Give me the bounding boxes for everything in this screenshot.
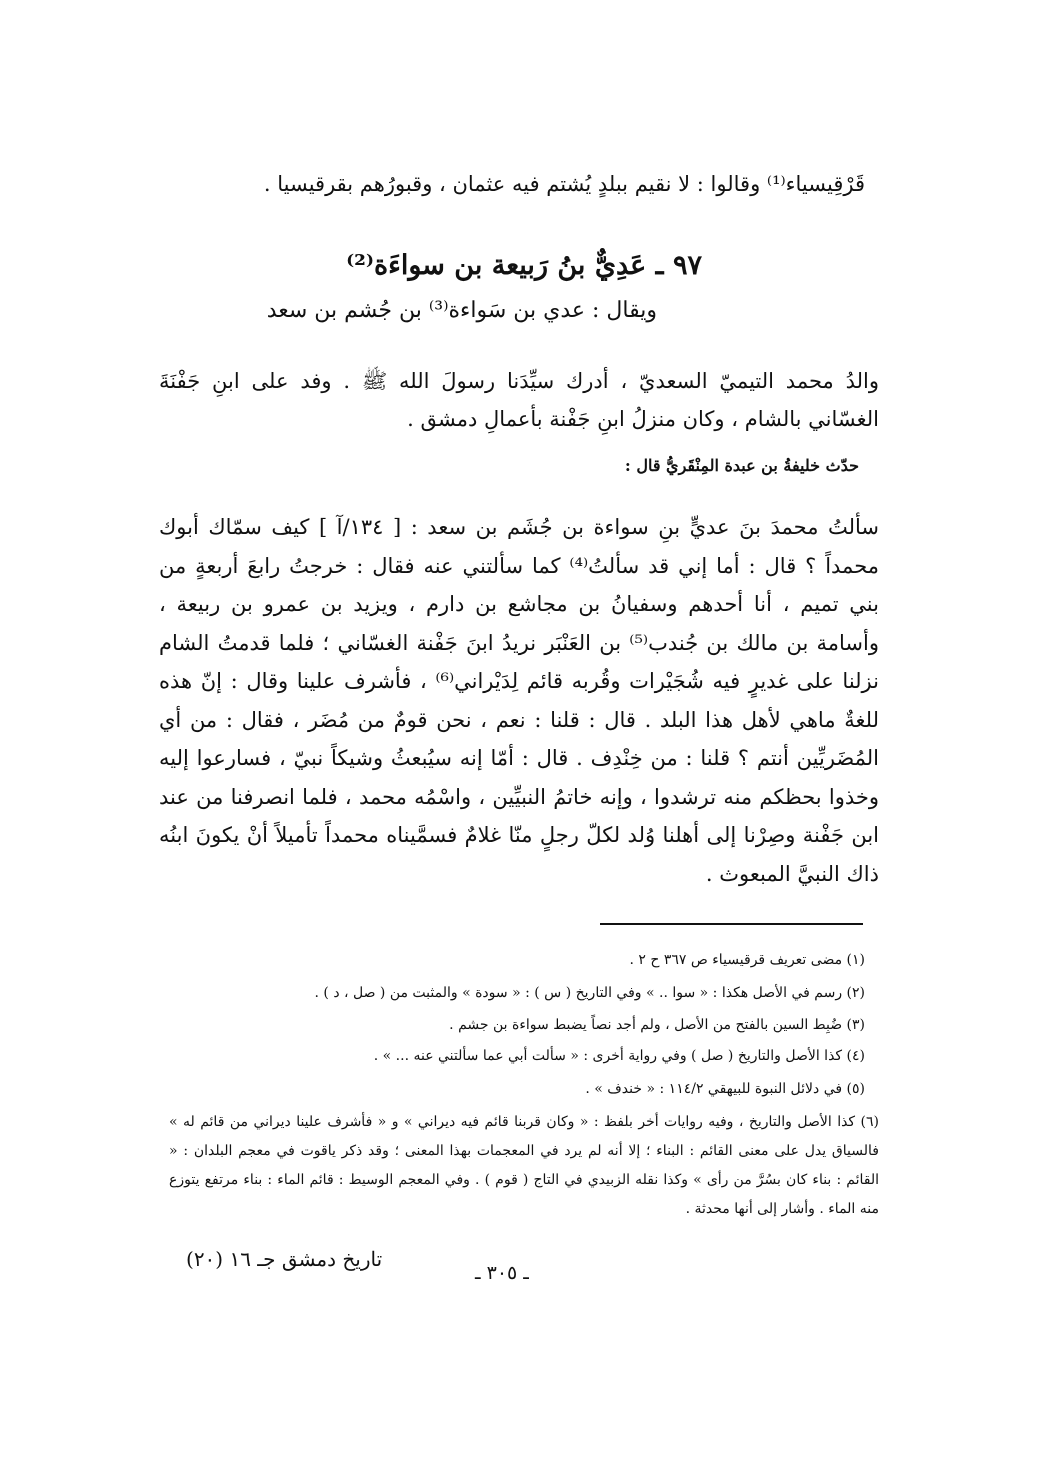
page-number: ـ ٣٠٥ ـ — [475, 1262, 529, 1284]
footnote-3: (٣) ضُبِط السين بالفتح من الأصل ، ولم أجد نصاً يضبط سواءة بن جشم . — [449, 1017, 865, 1033]
running-footer-title: تاريخ دمشق جـ ١٦ (٢٠) — [186, 1247, 383, 1271]
footnote-6: (٦) كذا الأصل والتاريخ ، وفيه روايات أخر بلفظ : « وكان قربنا قائم فيه ديراني » و « فأشرف علينا ديراني من قائم له » فالسياق يدل على معنى القائم : البناء ؛ إلا أنه لم يرد في المعجمات بهذا المعنى ؛ وقد ذكر ياقوت في معجم البلدان : « القائم : بناء كان بسُرَّ من رأى » وكذا نقله الزبيدي في التاج ( قوم ) . وفي المعجم الوسيط : قائم الماء : بناء مرتفع يتوزع منه الماء . وأشار إلى أنها محدثة . — [169, 1114, 879, 1217]
footnote-divider — [600, 923, 863, 925]
entry-title: ٩٧ ـ عَدِيٌّ بنُ رَبيعة بن سواءَة⁽²⁾ — [346, 250, 702, 281]
footnote-2: (٢) رسم في الأصل هكذا : « سوا .. » وفي التاريخ ( س ) : « سودة » والمثبت من ( صل ، د ) . — [314, 985, 865, 1001]
footnote-1: (١) مضى تعريف قرقيسياء ص ٣٦٧ ح ٢ . — [629, 952, 865, 968]
footnote-5: (٥) في دلائل النبوة للبيهقي ١١٤/٢ : « خندف » . — [585, 1081, 865, 1097]
intro-paragraph: والدُ محمد التيميّ السعديّ ، أدرك سيِّدَنا رسولَ الله ﷺ . وفد على ابنِ جَفْنَةَ الغسّاني بالشام ، وكان منزلُ ابنِ جَفْنة بأعمالِ دمشق . — [159, 369, 879, 431]
footnote-4: (٤) كذا الأصل والتاريخ ( صل ) وفي رواية أخرى : « سألت أبي عما سألتني عنه ... » . — [373, 1048, 865, 1064]
narration-paragraph: سألتُ محمدَ بنَ عديٍّ بنِ سواءة بن جُشَم بن سعد : [ ١٣٤/آ ] كيف سمّاك أبوك محمداً ؟ قال : أما إني قد سألتُ⁽⁴⁾ كما سألتني عنه فقال : خرجتُ رابعَ أربعةٍ من بني تميم ، أنا أحدهم وسفيانُ بن مجاشع بن دارم ، ويزيد بن عمرو بن ربيعة ، وأسامة بن مالك بن جُندب⁽⁵⁾ بن العَنْبَر نريدُ ابنَ جَفْنة الغسّاني ؛ فلما قدمتُ الشام نزلنا على غديرٍ فيه شُجَيْرات وقُربه قائم لِدَيْراني⁽⁶⁾ ، فأشرف علينا وقال : إنّ هذه للغةٌ ماهي لأهل هذا البلد . قال : قلنا : نعم ، نحن قومٌ من مُضَر ، فقال : من أي المُضَريِّين أنتم ؟ قلنا : من خِنْدِف . قال : أمّا إنه سيُبعثُ وشيكاً نبيّ ، فسارعوا إليه وخذوا بحظكم منه ترشدوا ، وإنه خاتمُ النبيِّين ، واسْمُه محمد ، فلما انصرفنا من عند ابن جَفْنة وصِرْنا إلى أهلنا وُلد لكلّ رجلٍ منّا غلامٌ فسمَّيناه محمداً تأميلاً أنْ يكونَ ابنُه ذاك النبيَّ المبعوث . — [159, 515, 879, 886]
narration-chain: حدّث خليفةُ بن عبدة المِنْقَريُّ قال : — [624, 456, 859, 475]
entry-subtitle: ويقال : عدي بن سَواءة⁽³⁾ بن جُشم بن سعد — [266, 298, 657, 323]
continuation-line: قَرْقِيسياء⁽¹⁾ وقالوا : لا نقيم ببلدٍ يُشتم فيه عثمان ، وقبورُهم بقرقيسيا . — [263, 172, 865, 196]
